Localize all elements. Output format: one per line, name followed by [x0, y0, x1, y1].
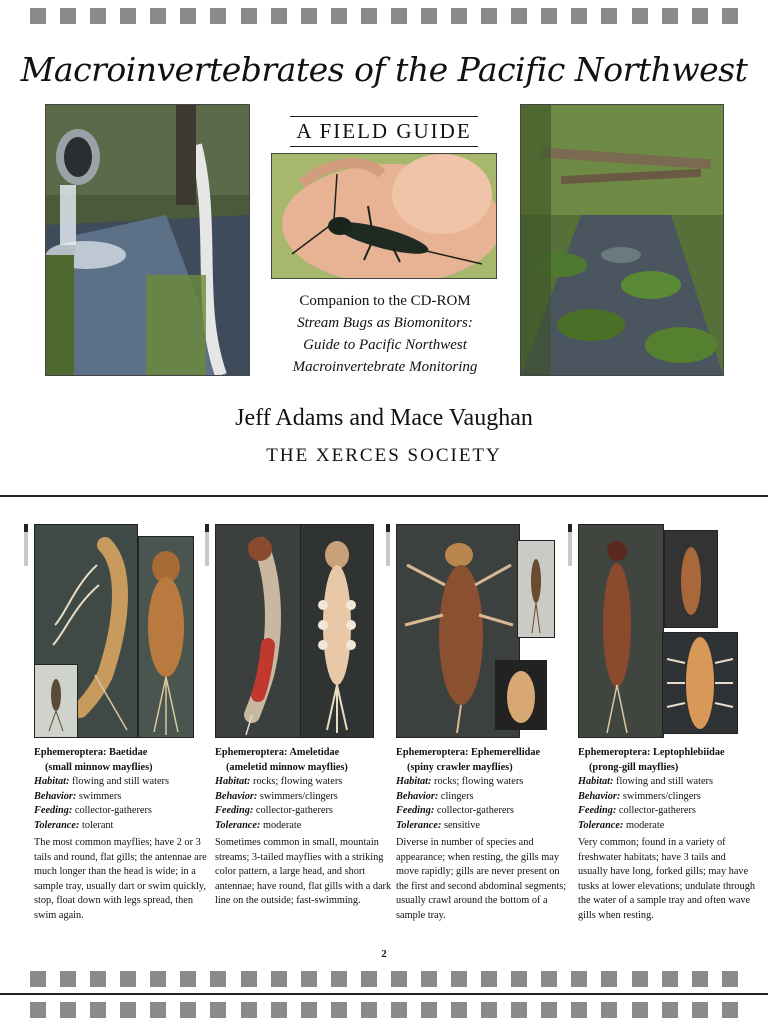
ameletidae-photo-side [215, 524, 301, 738]
companion-line-3: Guide to Pacific Northwest [303, 337, 467, 353]
family-name: Ephemeroptera: Ameletidae [215, 747, 340, 758]
sprocket-hole [241, 1002, 257, 1018]
sprocket-hole [90, 971, 106, 987]
family-text-baetidae [34, 746, 212, 923]
feeding-value: collector-gatherers [255, 805, 333, 816]
ephemerellidae-photo-inset-lower [495, 660, 547, 730]
sprocket-hole [541, 1002, 557, 1018]
sprocket-hole [632, 971, 648, 987]
habitat-value: rocks; flowing waters [434, 776, 524, 787]
family-description: Diverse in number of species and appearance; when resting, the gills may move rapidly; gills are never present on the first and second abdominal segments; usually crawl around the bottom of a sample tray. [396, 837, 567, 921]
sprocket-hole [391, 971, 407, 987]
ameletidae-photo-top [300, 524, 374, 738]
sprocket-hole [571, 1002, 587, 1018]
tolerance-row [578, 819, 756, 834]
film-sprockets-top [0, 8, 768, 26]
habitat-row [215, 775, 393, 790]
sprocket-hole [120, 8, 136, 24]
column-marker [24, 524, 28, 566]
behavior-row [396, 790, 574, 805]
habitat-row [396, 775, 574, 790]
feeding-row [578, 804, 756, 819]
sprocket-hole [451, 971, 467, 987]
sprocket-hole [541, 971, 557, 987]
family-description: Very common; found in a variety of freshwater habitats; have 3 tails and usually have long, forked gills; may have tusks at lower elevations; undulate through the water of a sample tray and often wave gills when resting. [578, 837, 756, 921]
sprocket-hole [722, 971, 738, 987]
behavior-value: swimmers/clingers [259, 790, 338, 802]
feeding-label: Feeding: [34, 805, 73, 816]
sprocket-hole [301, 971, 317, 987]
ephemerellidae-photo-inset-upper [517, 540, 555, 638]
sprocket-hole [662, 1002, 678, 1018]
tolerance-value: sensitive [443, 819, 481, 831]
sprocket-hole [421, 8, 437, 24]
sprocket-hole [210, 1002, 226, 1018]
sprocket-hole [331, 971, 347, 987]
feeding-row [396, 804, 574, 819]
sprocket-hole [210, 971, 226, 987]
sprocket-hole [120, 971, 136, 987]
sprocket-hole [361, 1002, 377, 1018]
companion-line-4: Macroinvertebrate Monitoring [292, 359, 478, 375]
sprocket-hole [511, 1002, 527, 1018]
feeding-row [215, 804, 393, 819]
sprocket-hole [692, 971, 708, 987]
habitat-value: flowing and still waters [616, 776, 713, 787]
sprocket-hole [391, 1002, 407, 1018]
family-name: Ephemeroptera: Leptophlebiidae [578, 747, 725, 758]
sprocket-hole [150, 8, 166, 24]
sprocket-hole [301, 1002, 317, 1018]
habitat-value: rocks; flowing waters [253, 776, 343, 787]
divider-line [0, 993, 768, 995]
sprocket-hole [511, 8, 527, 24]
family-text-ephemerellidae [396, 746, 574, 923]
sprocket-hole [120, 1002, 136, 1018]
divider-line [0, 495, 768, 497]
family-common-name: (spiny crawler mayflies) [407, 761, 513, 773]
authors: Jeff Adams and Mace Vaughan [235, 405, 533, 431]
publisher-name: THE XERCES SOCIETY [266, 445, 502, 466]
sprocket-hole [692, 8, 708, 24]
behavior-value: clingers [440, 790, 474, 802]
habitat-row [578, 775, 756, 790]
sprocket-hole [571, 8, 587, 24]
sprocket-hole [241, 971, 257, 987]
family-common-name: (ameletid minnow mayflies) [226, 761, 348, 773]
baetidae-photo-inset [34, 664, 78, 738]
tolerance-value: moderate [262, 819, 302, 831]
sprocket-hole [421, 971, 437, 987]
behavior-row [215, 790, 393, 805]
leptophlebiidae-photo-inset-lower [662, 632, 738, 734]
sprocket-hole [60, 8, 76, 24]
sprocket-hole [391, 8, 407, 24]
sprocket-hole [210, 8, 226, 24]
forest-stream-photo [520, 104, 724, 376]
family-common-name: (small minnow mayflies) [45, 761, 153, 773]
habitat-label: Habitat: [34, 776, 70, 787]
sprocket-hole [150, 1002, 166, 1018]
sprocket-hole [271, 1002, 287, 1018]
habitat-row [34, 775, 212, 790]
family-description: The most common mayflies; have 2 or 3 tails and round, flat gills; the antennae are much longer than the head is wide; in a sample tray, usually dart or swim quickly, stop, float down with legs spread, then swim again. [34, 837, 207, 921]
habitat-label: Habitat: [578, 776, 614, 787]
sprocket-hole [30, 8, 46, 24]
column-marker [386, 524, 390, 566]
companion-text [270, 290, 500, 378]
tolerance-value: tolerant [81, 819, 114, 831]
sprocket-hole [90, 8, 106, 24]
sprocket-hole [481, 1002, 497, 1018]
habitat-value: flowing and still waters [72, 776, 169, 787]
sprocket-hole [271, 971, 287, 987]
sprocket-hole [60, 1002, 76, 1018]
sprocket-hole [571, 971, 587, 987]
behavior-row [34, 790, 212, 805]
sprocket-hole [722, 8, 738, 24]
sprocket-hole [331, 8, 347, 24]
sprocket-hole [481, 971, 497, 987]
feeding-label: Feeding: [578, 805, 617, 816]
tolerance-label: Tolerance: [396, 819, 442, 831]
feeding-label: Feeding: [396, 805, 435, 816]
sprocket-hole [180, 971, 196, 987]
habitat-label: Habitat: [396, 776, 432, 787]
behavior-label: Behavior: [578, 790, 621, 802]
family-common-name: (prong-gill mayflies) [589, 761, 679, 773]
sprocket-hole [361, 8, 377, 24]
behavior-label: Behavior: [396, 790, 439, 802]
sprocket-hole [451, 8, 467, 24]
family-description: Sometimes common in small, mountain streams; 3-tailed mayflies with a striking color pattern, a large head, and short antennae; have round, flat gills with a dark line on the outside; fast-swimming. [215, 837, 392, 906]
film-sprockets-bottom [0, 1002, 768, 1020]
sprocket-hole [481, 8, 497, 24]
sprocket-hole [30, 971, 46, 987]
feeding-value: collector-gatherers [436, 805, 514, 816]
behavior-value: swimmers [78, 790, 122, 802]
tolerance-row [215, 819, 393, 834]
sprocket-hole [150, 971, 166, 987]
behavior-label: Behavior: [215, 790, 258, 802]
sprocket-hole [241, 8, 257, 24]
tolerance-label: Tolerance: [215, 819, 261, 831]
page-number: 2 [381, 948, 387, 960]
behavior-label: Behavior: [34, 790, 77, 802]
tolerance-label: Tolerance: [34, 819, 80, 831]
tolerance-row [34, 819, 212, 834]
companion-line-1: Companion to the CD-ROM [299, 293, 471, 309]
sprocket-hole [601, 1002, 617, 1018]
sprocket-hole [692, 1002, 708, 1018]
sprocket-hole [511, 971, 527, 987]
tolerance-row [396, 819, 574, 834]
sprocket-hole [331, 1002, 347, 1018]
tolerance-value: moderate [625, 819, 665, 831]
column-marker [568, 524, 572, 566]
family-text-ameletidae [215, 746, 393, 909]
film-sprockets-middle [0, 971, 768, 989]
sprocket-hole [180, 1002, 196, 1018]
sprocket-hole [421, 1002, 437, 1018]
behavior-row [578, 790, 756, 805]
column-marker [205, 524, 209, 566]
family-name: Ephemeroptera: Baetidae [34, 747, 148, 758]
leptophlebiidae-photo-top [578, 524, 664, 738]
sprocket-hole [541, 8, 557, 24]
sprocket-hole [662, 8, 678, 24]
field-guide-subtitle: A FIELD GUIDE [290, 116, 478, 147]
sprocket-hole [301, 8, 317, 24]
sprocket-hole [90, 1002, 106, 1018]
feeding-value: collector-gatherers [74, 805, 152, 816]
sprocket-hole [632, 1002, 648, 1018]
sprocket-hole [451, 1002, 467, 1018]
insect-on-hand-photo [271, 153, 497, 279]
sprocket-hole [180, 8, 196, 24]
culvert-stream-photo [45, 104, 250, 376]
sprocket-hole [722, 1002, 738, 1018]
sprocket-hole [60, 971, 76, 987]
sprocket-hole [632, 8, 648, 24]
family-name: Ephemeroptera: Ephemerellidae [396, 747, 541, 758]
family-text-leptophlebiidae [578, 746, 756, 923]
cover-title: Macroinvertebrates of the Pacific Northwest [20, 50, 748, 89]
sprocket-hole [271, 8, 287, 24]
tolerance-label: Tolerance: [578, 819, 624, 831]
leptophlebiidae-photo-inset-upper [664, 530, 718, 628]
habitat-label: Habitat: [215, 776, 251, 787]
behavior-value: swimmers/clingers [622, 790, 701, 802]
baetidae-photo-top [138, 536, 194, 738]
feeding-row [34, 804, 212, 819]
sprocket-hole [30, 1002, 46, 1018]
sprocket-hole [361, 971, 377, 987]
sprocket-hole [662, 971, 678, 987]
feeding-value: collector-gatherers [618, 805, 696, 816]
feeding-label: Feeding: [215, 805, 254, 816]
sprocket-hole [601, 971, 617, 987]
sprocket-hole [601, 8, 617, 24]
companion-line-2: Stream Bugs as Biomonitors: [297, 315, 473, 331]
